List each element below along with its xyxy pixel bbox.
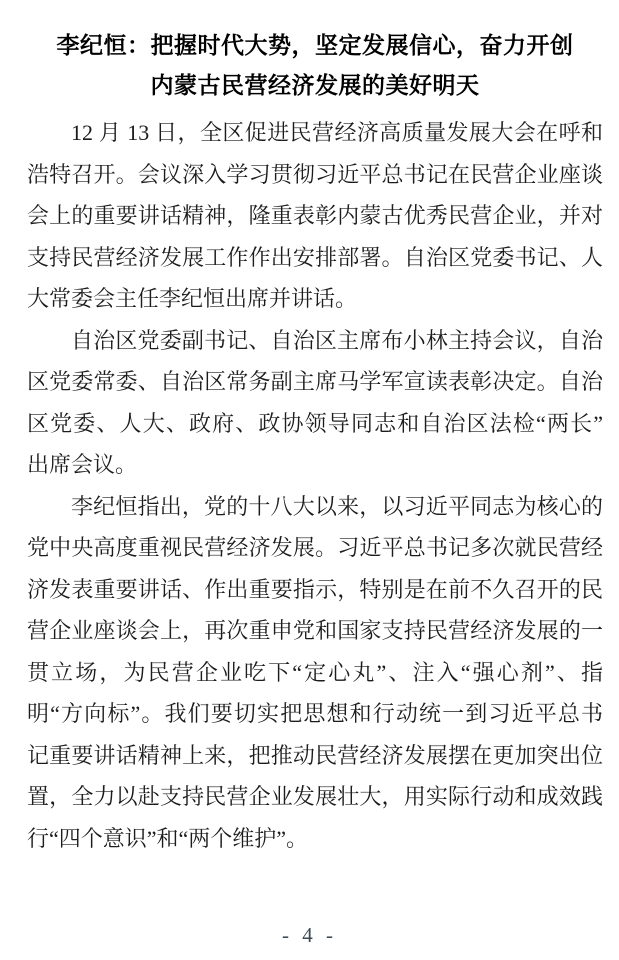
body-line: 大常委会主任李纪恒出席并讲话。 (27, 286, 358, 311)
body-line: 明“方向标”。我们要切实把思想和行动统一到习近平总书 (27, 701, 603, 726)
body-line: 12 月 13 日，全区促进民营经济高质量发展大会在呼和 (71, 120, 603, 145)
body-line: 自治区党委副书记、自治区主席布小林主持会议，自治 (71, 327, 603, 353)
body-line: 支持民营经济发展工作作出安排部署。自治区党委书记、人 (27, 244, 603, 270)
body-line: 浩特召开。会议深入学习贯彻习近平总书记在民营企业座谈 (27, 161, 603, 187)
body-line: 区党委常委、自治区常务副主席马学军宣读表彰决定。自治 (27, 369, 603, 394)
body-line: 会上的重要讲话精神，隆重表彰内蒙古优秀民营企业，并对 (27, 203, 603, 228)
body-line: 区党委、人大、政府、政协领导同志和自治区法检“两长” (27, 410, 603, 436)
body-line: 出席会议。 (27, 452, 138, 477)
document-title (27, 26, 603, 106)
body-line: 济发表重要讲话、作出重要指示，特别是在前不久召开的民 (27, 576, 603, 602)
body-line: 记重要讲话精神上来，把推动民营经济发展摆在更加突出位 (27, 742, 603, 768)
page-number: - 4 - (282, 923, 337, 947)
body-line: 营企业座谈会上，再次重申党和国家支持民营经济发展的一 (27, 618, 603, 643)
body-line: 贯立场，为民营企业吃下“定心丸”、注入“强心剂”、指 (27, 659, 603, 685)
body-line: 李纪恒指出，党的十八大以来，以习近平同志为核心的 (71, 493, 603, 519)
body-line: 党中央高度重视民营经济发展。习近平总书记多次就民营经 (27, 535, 603, 560)
title-line-1: 李纪恒：把握时代大势，坚定发展信心，奋力开创 (56, 33, 574, 58)
body-line: 置，全力以赴支持民营企业发展壮大，用实际行动和成效践 (27, 784, 603, 809)
document-body (27, 112, 603, 859)
body-line: 行“四个意识”和“两个维护”。 (27, 825, 309, 851)
title-line-2: 内蒙古民营经济发展的美好明天 (150, 73, 480, 98)
page-footer (0, 922, 619, 948)
